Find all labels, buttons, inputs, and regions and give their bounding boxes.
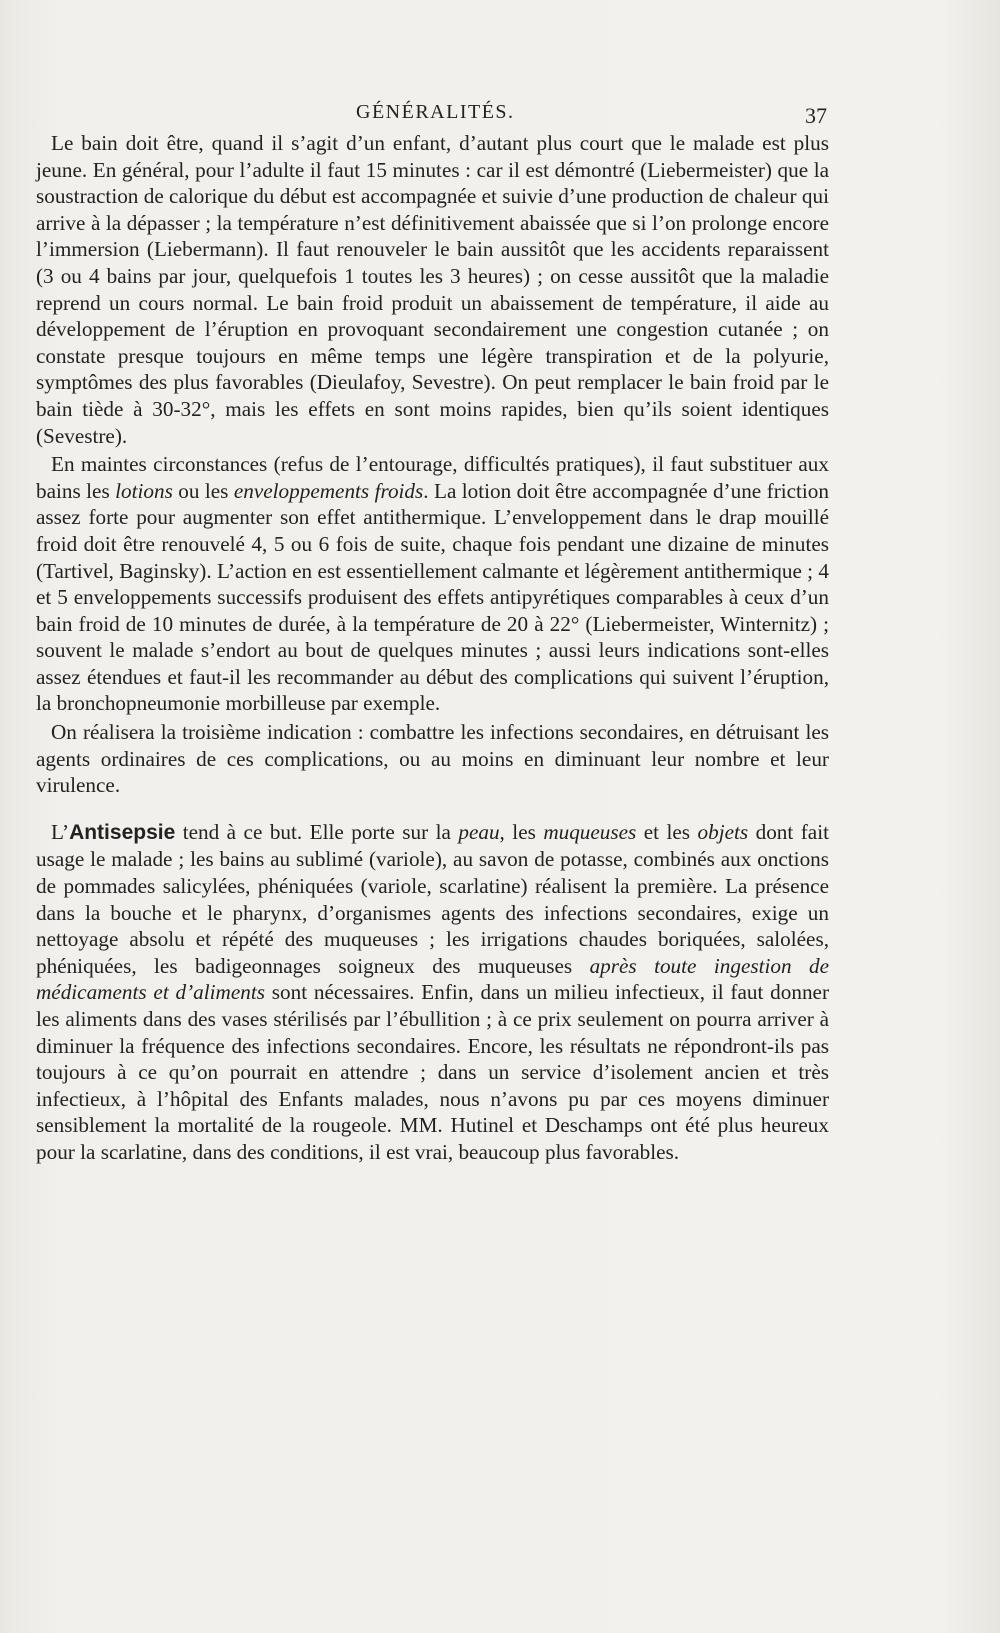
text-run: On réalisera la troisième indication : combattre les infections secondaires, en détruisant les agents ordinaires de ces complications, ou au moins en diminuant leur nombre et leur virulence. [36,720,829,798]
paragraph [36,130,829,449]
page-number: 37 [805,103,827,128]
italic-term: objets [697,819,749,844]
running-title: GÉNÉRALITÉS. [356,101,515,123]
running-head [0,101,1000,131]
text-run: L’ [51,819,70,844]
text-run: et les [636,819,698,844]
text-run: ou les [172,478,234,503]
text-run: , les [499,819,544,844]
italic-term: enveloppements froids [233,478,424,503]
italic-term: lotions [115,478,173,503]
text-run: tend à ce but. Elle porte sur la [175,819,459,844]
italic-term: muqueuses [543,819,637,844]
body-text [36,130,829,1166]
paragraph [36,819,829,1166]
text-run: Le bain doit être, quand il s’agit d’un enfant, d’autant plus court que le malade est plus jeune. En général, pour l’adulte il faut 15 minutes : car il est démontré (Liebermeister) que la soustraction de calorique du début est accompagnée et suivie d’une production de chaleur qui arrive à la dépasser ; la température n’est définitivement abaissée que si l’on prolonge encore l’immersion (Liebermann). Il faut renouveler le bain aussitôt que les accidents reparaissent (3 ou 4 bains par jour, quelquefois 1 toutes les 3 heures) ; on cesse aussitôt que la maladie reprend un cours normal. Le bain froid produit un abaissement de température, il aide au développement de l’éruption en provoquant secondairement une congestion cutanée ; on constate presque toujours en même temps une légère transpiration et de la polyurie, symptômes des plus favorables (Dieulafoy, Sevestre). On peut remplacer le bain froid par le bain tiède à 30-32°, mais les effets en sont moins rapides, bien qu’ils soient identiques (Sevestre). [36,131,829,448]
section-run-in-heading: Antisepsie [69,820,176,844]
text-run: dont fait usage le malade ; les bains au sublimé (variole), au savon de potasse, combinés aux onctions de pommades salicylées, phéniquées (variole, scarlatine) réalisent la première. La présence dans la bouche et le pharynx, d’organismes agents des infections secondaires, exige un nettoyage absolu et répété des muqueuses ; les irrigations chaudes boriquées, salolées, phéniquées, les badigeonnages soigneux des muqueuses [36,819,829,978]
bleed-through-shadow [40,1320,820,1340]
paragraph [36,451,829,717]
paragraph [36,719,829,799]
italic-term: après toute ingestion de médicaments et d’aliments [36,953,829,1005]
italic-term: peau [458,819,500,844]
text-run: sont nécessaires. Enfin, dans un milieu infectieux, il faut donner les aliments dans des vases stérilisés par l’ébullition ; à ce prix seulement on pourra arriver à diminuer la fréquence des infections secondaires. Encore, les résultats ne répondront-ils pas toujours à ce qu’on pourrait en attendre ; dans un service d’isolement ancien et très infectieux, à l’hôpital des Enfants malades, nous n’avons pu par ces moyens diminuer sensiblement la mortalité de la rougeole. MM. Hutinel et Deschamps ont été plus heureux pour la scarlatine, dans des conditions, il est vrai, beaucoup plus favorables. [36,980,829,1164]
text-run: En maintes circonstances (refus de l’entourage, difficultés pratiques), il faut substituer aux bains les [36,452,829,503]
text-run: . La lotion doit être accompagnée d’une friction assez forte pour augmenter son effet antithermique. L’enveloppement dans le drap mouillé froid doit être renouvelé 4, 5 ou 6 fois de suite, chaque fois pendant une dizaine de minutes (Tartivel, Baginsky). L’action en est essentiellement calmante et légèrement antithermique ; 4 et 5 enveloppements successifs produisent des effets antipyrétiques comparables à ceux d’un bain froid de 10 minutes de durée, à la température de 20 à 22° (Liebermeister, Winternitz) ; souvent le malade s’endort au bout de quelques minutes ; aussi leurs indications sont-elles assez étendues et faut-il les recommander au début des complications qui suivent l’éruption, la bronchopneumonie morbilleuse par exemple. [36,478,829,716]
